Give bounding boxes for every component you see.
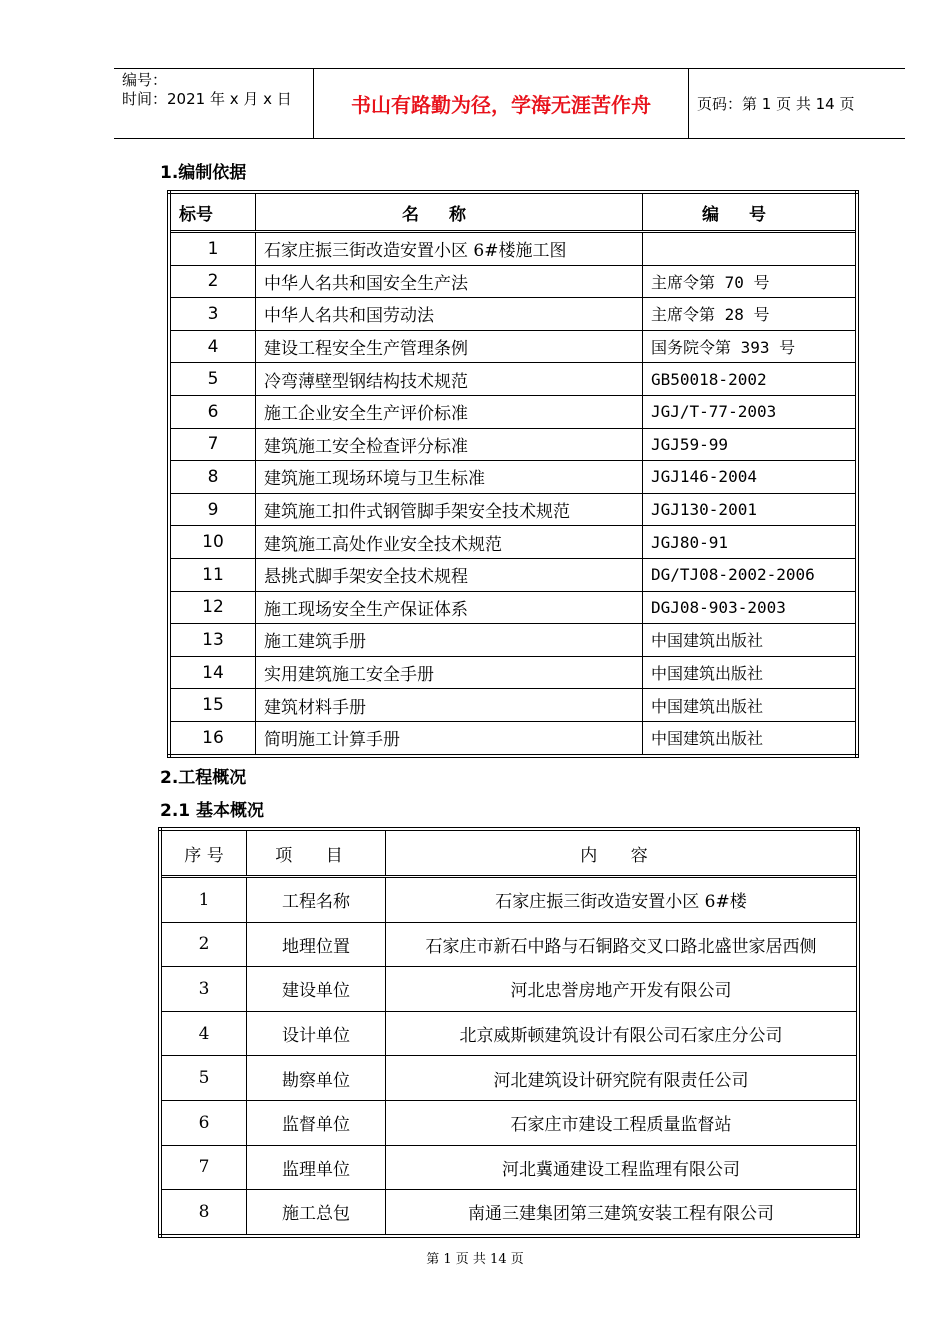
date-label: 时间：2021 年 x 月 x 日 xyxy=(122,90,292,108)
table-cell: 2 xyxy=(169,265,256,298)
table-cell: 7 xyxy=(169,428,256,461)
table-row xyxy=(169,298,857,331)
table-cell: 中国建筑出版社 xyxy=(643,721,858,755)
table-cell: DG/TJ08-2002-2006 xyxy=(643,558,858,591)
header-motto: 书山有路勤为径，学海无涯苦作舟 xyxy=(314,69,689,138)
header-meta xyxy=(114,69,314,138)
table-cell: 勘察单位 xyxy=(247,1056,386,1101)
table-cell: 主席令第 70 号 xyxy=(643,265,858,298)
table-cell: 15 xyxy=(169,689,256,722)
table-cell: 7 xyxy=(160,1145,247,1190)
table-cell: 5 xyxy=(160,1056,247,1101)
table-row xyxy=(169,591,857,624)
page-header xyxy=(114,68,905,139)
overview-table xyxy=(158,827,860,1238)
table-cell: 地理位置 xyxy=(247,922,386,967)
table-cell: 4 xyxy=(169,330,256,363)
table-cell: 10 xyxy=(169,526,256,559)
table-row xyxy=(160,1056,858,1101)
table-cell: 中国建筑出版社 xyxy=(643,624,858,657)
table-cell: 12 xyxy=(169,591,256,624)
table-cell: JGJ80-91 xyxy=(643,526,858,559)
table-cell: 14 xyxy=(169,656,256,689)
section-title-basic-overview: 2.1 基本概况 xyxy=(160,801,265,821)
table-cell: 建筑施工扣件式钢管脚手架安全技术规范 xyxy=(256,493,643,526)
table-cell: 16 xyxy=(169,721,256,755)
table-header-row xyxy=(169,192,857,232)
table-row xyxy=(169,461,857,494)
table-cell: 监督单位 xyxy=(247,1100,386,1145)
table-cell: 5 xyxy=(169,363,256,396)
table-cell: JGJ130-2001 xyxy=(643,493,858,526)
table-cell: 中国建筑出版社 xyxy=(643,689,858,722)
table-row xyxy=(160,967,858,1012)
table-row xyxy=(169,526,857,559)
table-cell: 石家庄振三街改造安置小区 6#楼施工图 xyxy=(256,232,643,266)
table-cell: 建筑施工现场环境与卫生标准 xyxy=(256,461,643,494)
header-page-info: 页码：第 1 页 共 14 页 xyxy=(697,95,855,113)
table-row xyxy=(160,1011,858,1056)
table-cell: 4 xyxy=(160,1011,247,1056)
table-cell: 施工总包 xyxy=(247,1190,386,1236)
table-row xyxy=(169,395,857,428)
table-cell: JGJ59-99 xyxy=(643,428,858,461)
table-cell: 6 xyxy=(160,1100,247,1145)
table-cell: 2 xyxy=(160,922,247,967)
table-row xyxy=(169,721,857,755)
table-cell: 9 xyxy=(169,493,256,526)
table-cell: 建筑施工安全检查评分标准 xyxy=(256,428,643,461)
column-header: 编号 xyxy=(643,192,858,232)
table-cell: 简明施工计算手册 xyxy=(256,721,643,755)
table-cell: 国务院令第 393 号 xyxy=(643,330,858,363)
page-footer: 第 1 页 共 14 页 xyxy=(426,1252,524,1267)
table-row xyxy=(169,493,857,526)
table-row xyxy=(169,428,857,461)
table-cell: 主席令第 28 号 xyxy=(643,298,858,331)
table-row xyxy=(169,363,857,396)
table-cell: 3 xyxy=(169,298,256,331)
table-row xyxy=(160,877,858,923)
table-cell: 实用建筑施工安全手册 xyxy=(256,656,643,689)
table-cell: 设计单位 xyxy=(247,1011,386,1056)
table-cell: 石家庄振三街改造安置小区 6#楼 xyxy=(386,877,859,923)
table-row xyxy=(169,265,857,298)
table-cell: 13 xyxy=(169,624,256,657)
table-cell: 悬挑式脚手架安全技术规程 xyxy=(256,558,643,591)
table-cell: 1 xyxy=(169,232,256,266)
table-cell: DGJ08-903-2003 xyxy=(643,591,858,624)
table-cell: 1 xyxy=(160,877,247,923)
table-cell: 8 xyxy=(169,461,256,494)
table-header-row xyxy=(160,829,858,877)
table-cell: 石家庄市新石中路与石铜路交叉口路北盛世家居西侧 xyxy=(386,922,859,967)
table-cell: 河北冀通建设工程监理有限公司 xyxy=(386,1145,859,1190)
table-cell: 施工建筑手册 xyxy=(256,624,643,657)
table-cell: 施工企业安全生产评价标准 xyxy=(256,395,643,428)
table-cell: 建设单位 xyxy=(247,967,386,1012)
table-cell: 8 xyxy=(160,1190,247,1236)
section-title-overview: 2.工程概况 xyxy=(160,768,247,788)
section-title-basis: 1.编制依据 xyxy=(160,163,247,183)
table-cell: 中华人名共和国安全生产法 xyxy=(256,265,643,298)
table-cell: 工程名称 xyxy=(247,877,386,923)
table-row xyxy=(169,624,857,657)
table-cell: 施工现场安全生产保证体系 xyxy=(256,591,643,624)
column-header: 名称 xyxy=(256,192,643,232)
table-cell: 河北建筑设计研究院有限责任公司 xyxy=(386,1056,859,1101)
table-cell: 石家庄市建设工程质量监督站 xyxy=(386,1100,859,1145)
table-cell: GB50018-2002 xyxy=(643,363,858,396)
table-cell: JGJ/T-77-2003 xyxy=(643,395,858,428)
table-row xyxy=(160,1190,858,1236)
column-header: 内 容 xyxy=(386,829,859,877)
table-row xyxy=(169,330,857,363)
column-header: 标号 xyxy=(169,192,256,232)
table-cell: 中国建筑出版社 xyxy=(643,656,858,689)
column-header: 序 号 xyxy=(160,829,247,877)
table-cell: 监理单位 xyxy=(247,1145,386,1190)
table-cell: 建筑施工高处作业安全技术规范 xyxy=(256,526,643,559)
table-cell: 建筑材料手册 xyxy=(256,689,643,722)
basis-table xyxy=(167,190,859,758)
table-row xyxy=(160,1100,858,1145)
table-cell: 3 xyxy=(160,967,247,1012)
table-cell: 冷弯薄壁型钢结构技术规范 xyxy=(256,363,643,396)
table-cell: 中华人名共和国劳动法 xyxy=(256,298,643,331)
table-cell: 河北忠誉房地产开发有限公司 xyxy=(386,967,859,1012)
table-cell xyxy=(643,232,858,266)
table-cell: 北京威斯顿建筑设计有限公司石家庄分公司 xyxy=(386,1011,859,1056)
table-cell: 南通三建集团第三建筑安装工程有限公司 xyxy=(386,1190,859,1236)
table-row xyxy=(169,232,857,266)
table-row xyxy=(160,922,858,967)
column-header: 项 目 xyxy=(247,829,386,877)
table-cell: 6 xyxy=(169,395,256,428)
table-row xyxy=(169,689,857,722)
table-row xyxy=(169,558,857,591)
table-cell: JGJ146-2004 xyxy=(643,461,858,494)
table-row xyxy=(160,1145,858,1190)
table-cell: 11 xyxy=(169,558,256,591)
code-label: 编号： xyxy=(122,71,168,89)
table-cell: 建设工程安全生产管理条例 xyxy=(256,330,643,363)
table-row xyxy=(169,656,857,689)
